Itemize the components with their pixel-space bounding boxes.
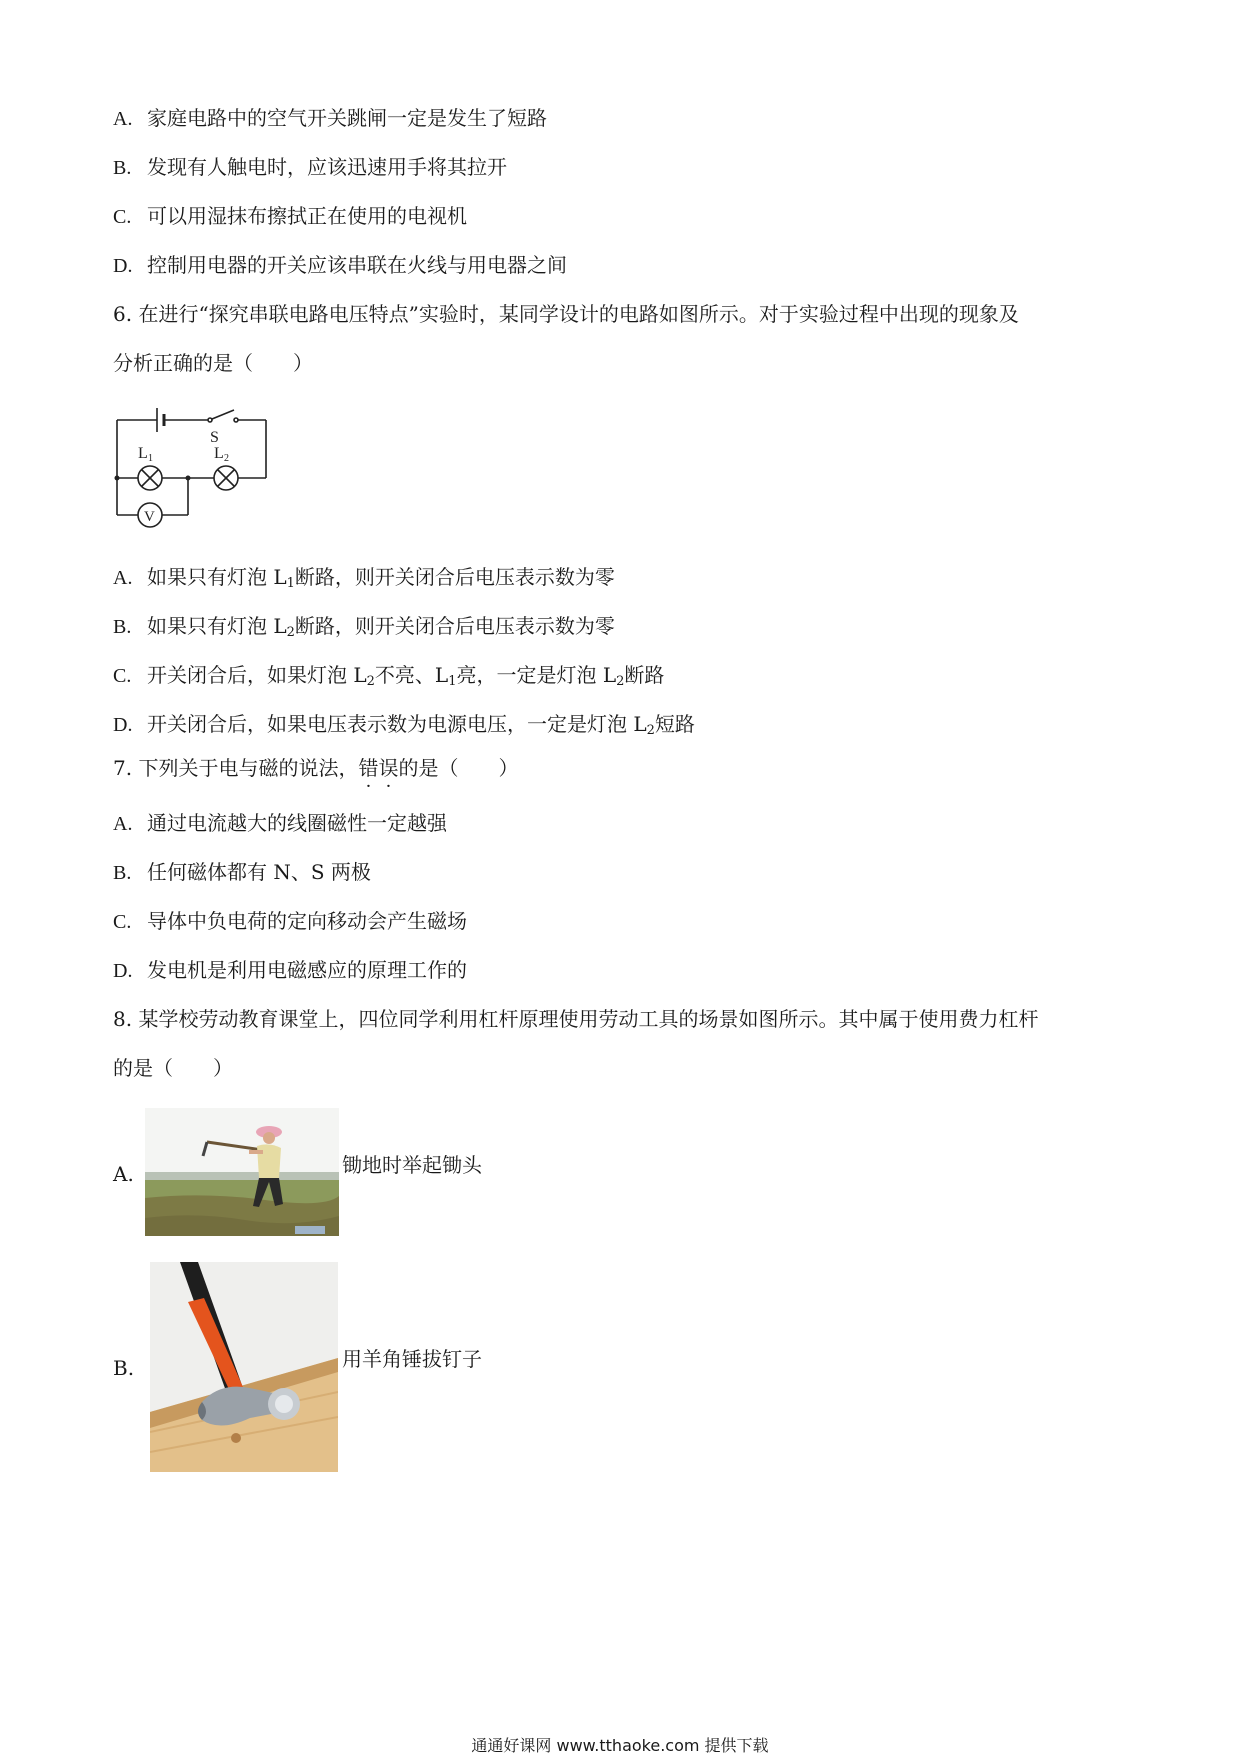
q8-stem-line1: 8. 某学校劳动教育课堂上，四位同学利用杠杆原理使用劳动工具的场景如图所示。其中属于使用费力杠杆: [113, 1007, 1039, 1031]
lamp2-subscript: 2: [224, 453, 229, 464]
q8-option-a-label: A.: [113, 1162, 134, 1186]
q6-stem-line2: 分析正确的是（ ）: [113, 351, 313, 375]
q7-option-a: A. 通过电流越大的线圈磁性一定越强: [113, 811, 447, 835]
hoeing-photo: [145, 1108, 339, 1236]
claw-hammer-photo: [150, 1262, 338, 1472]
q8-option-b-label: B.: [113, 1356, 135, 1380]
q8-option-a-text: 锄地时举起锄头: [342, 1153, 482, 1177]
q7-option-d: D. 发电机是利用电磁感应的原理工作的: [113, 958, 467, 982]
q6-option-c: C. 开关闭合后，如果灯泡 $L_2$不亮、$L_1$亮，一定是灯泡 $L_2$断路: [113, 663, 665, 689]
q6-stem-line1: 6. 在进行“探究串联电路电压特点”实验时，某同学设计的电路如图所示。对于实验过程中出现的现象及: [113, 302, 1019, 326]
q7-option-c: C. 导体中负电荷的定向移动会产生磁场: [113, 909, 467, 933]
q6-option-b: B. 如果只有灯泡 $L_2$断路，则开关闭合后电压表示数为零: [113, 614, 615, 640]
q6-circuit-diagram: [112, 400, 272, 530]
junction-middle: [186, 476, 191, 481]
q8-option-b-text: 用羊角锤拔钉子: [342, 1347, 482, 1371]
voltmeter-label: V: [144, 509, 155, 525]
q6-option-a: A. 如果只有灯泡 $L_1$断路，则开关闭合后电压表示数为零: [113, 565, 615, 591]
q5-option-b: B. 发现有人触电时，应该迅速用手将其拉开: [113, 155, 507, 179]
lamp1-subscript: 1: [148, 453, 153, 464]
q5-option-c: C. 可以用湿抹布擦拭正在使用的电视机: [113, 204, 467, 228]
switch-blade: [212, 410, 234, 419]
q7-stem: 7. 下列关于电与磁的说法，错误的是（ ）: [113, 756, 519, 780]
q8-stem-line2: 的是（ ）: [113, 1056, 233, 1080]
q7-option-b: B. 任何磁体都有 N、S 两极: [113, 860, 371, 884]
q5-option-d: D. 控制用电器的开关应该串联在火线与用电器之间: [113, 253, 567, 277]
page-footer: 通通好课网 www.tthaoke.com 提供下载: [471, 1736, 769, 1755]
q6-option-d: D. 开关闭合后，如果电压表示数为电源电压，一定是灯泡 $L_2$短路: [113, 712, 695, 738]
junction-left: [115, 476, 120, 481]
q5-option-a: A. 家庭电路中的空气开关跳闸一定是发生了短路: [113, 106, 547, 130]
lamp1-label: L: [138, 445, 148, 462]
lamp2-label: L: [214, 445, 224, 462]
emphasis-char: 错: [358, 756, 379, 780]
emphasis-char: 误: [378, 756, 399, 780]
switch-label: S: [210, 429, 219, 446]
